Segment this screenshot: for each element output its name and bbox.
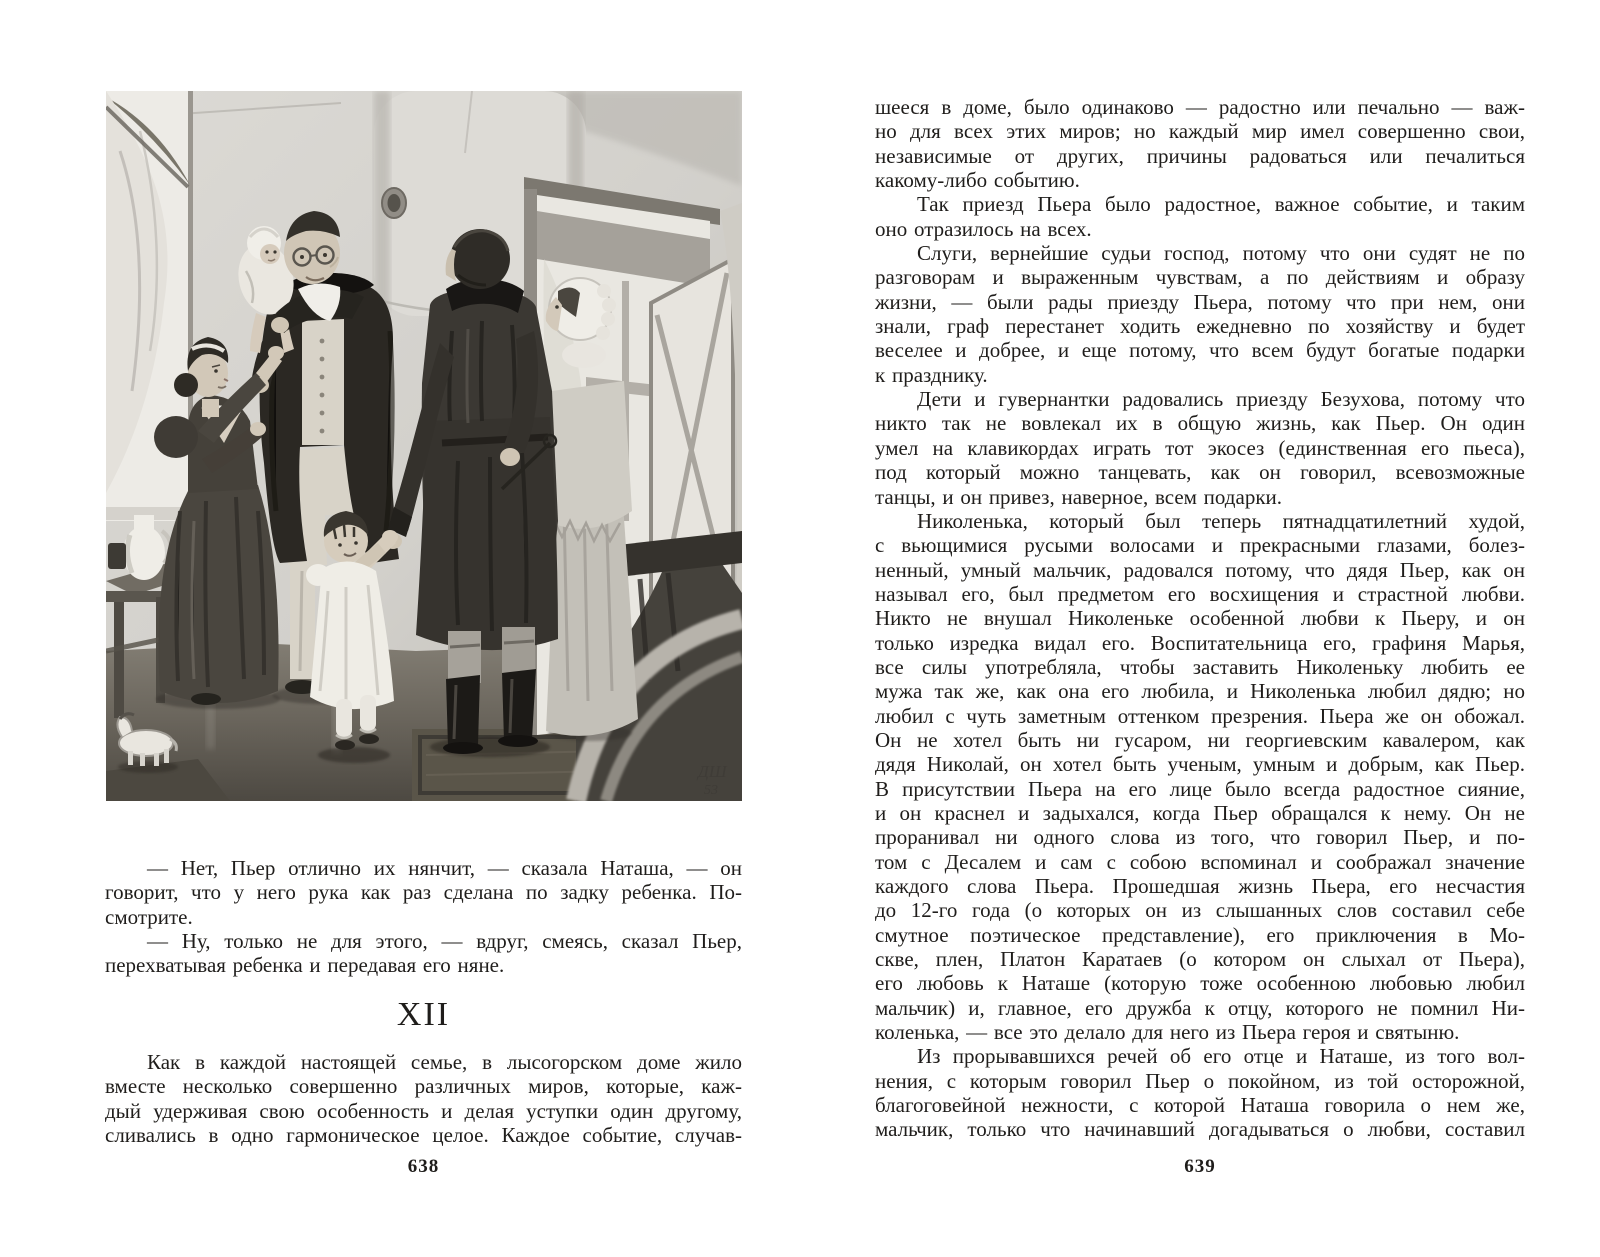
book-illustration (106, 91, 742, 801)
text-line: никто так не вовлекал их в общую жизнь, как Пьер. Он один (875, 411, 1525, 436)
left-page-dialogue (105, 856, 742, 978)
text-line: и он краснел и задыхался, когда Пьер обращался к нему. Он не (875, 800, 1525, 825)
text-line: все силы употребляла, чтобы заставить Николеньку любить ее (875, 654, 1525, 679)
signature-initials: ДШ (698, 762, 727, 781)
text-line: Он не хотел быть ни гусаром, ни георгиевским кавалером, как (875, 727, 1525, 752)
text-line: мальчик) и, главное, его дружба к отцу, которого не помнил Ни- (875, 995, 1525, 1020)
text-line: до 12-го года (о которых он из слышанных слов составил себе (875, 898, 1525, 923)
text-line: Дети и гувернантки радовались приезду Безухова, потому что (917, 387, 1525, 412)
text-line: каждого слова Пьера. Прошедшая жизнь Пьера, его несчастия (875, 874, 1525, 898)
text-line: под который можно танцевать, как он говорил, всевозможные (875, 460, 1525, 485)
page-number-right: 639 (1184, 1156, 1216, 1177)
text-line: только изредка видал его. Воспитательница его, графиня Марья, (875, 630, 1525, 655)
text-line: Так приезд Пьера было радостное, важное событие, и таким (917, 192, 1525, 217)
text-line: с вьющимися русыми волосами и прекрасными глазами, болез- (875, 533, 1525, 558)
text-line: Как в каждой настоящей семье, в лысогорском доме жило (147, 1050, 742, 1074)
text-line: независимые от других, причины радоваться или печалиться (875, 143, 1525, 168)
chapter-opening-text (105, 1050, 742, 1147)
right-page-text (875, 95, 1525, 1142)
text-line: благоговейной нежности, с которой Наташа говорила о нем же, (875, 1093, 1525, 1118)
text-line: веселее и добрее, и еще потому, что всем будут богатые подарки (875, 338, 1525, 363)
text-line: его любовь к Наташе (которую тоже особенною любовью любил (875, 971, 1525, 996)
text-line: любил с чуть заметным оттенком презрения. Пьера же он обожал. (875, 703, 1525, 728)
text-line: ненный, умный мальчик, радовался потому, что дядя Пьер, как он (875, 557, 1525, 582)
text-line: какому-либо событию. (875, 168, 1080, 193)
text-line: оно отразилось на всех. (875, 216, 1092, 241)
text-line: говорит, что у него рука как раз сделана по задку ребенка. По- (105, 880, 742, 905)
text-line: скве, плен, Платон Каратаев (о котором он слыхал от Пьера), (875, 947, 1525, 972)
text-line: В присутствии Пьера на его лице было всегда радостное сияние, (875, 776, 1525, 801)
illustration-svg (106, 91, 742, 801)
text-line: танцы, и он привез, наверное, всем подарки. (875, 484, 1283, 509)
signature-year: 53 (704, 783, 718, 798)
page-number-left: 638 (407, 1156, 440, 1177)
text-line: к празднику. (875, 362, 988, 387)
text-line: Николенька, который был теперь пятнадцатилетний худой, (917, 508, 1525, 533)
text-line: том с Десалем и сам с собою вспоминал и соображал значение (875, 849, 1525, 874)
text-line: — Ну, только не для этого, — вдруг, смеясь, сказал Пьер, (147, 929, 742, 954)
text-line: называл его, был предметом его восхищения и страстной любви. (875, 581, 1525, 606)
text-line: проранивал ни одного слова из того, что говорил Пьер, и по- (875, 825, 1525, 850)
text-line: коленька, — все это делало для него из Пьера героя и святыню. (875, 1020, 1460, 1045)
text-line: дый удерживая свою особенность и делая уступки один другому, (105, 1098, 742, 1123)
text-line: Никто не внушал Николеньке особенной любви к Пьеру, и он (875, 606, 1525, 631)
text-line: умел на клавикордах играть тот экосез (единственная его пьеса), (875, 435, 1525, 460)
text-line: мальчик, только что начинавший догадываться о любви, составил (875, 1117, 1525, 1142)
text-line: вместе несколько совершенно различных миров, которые, каж- (105, 1074, 742, 1099)
text-line: смотрите. (105, 904, 193, 929)
text-line: — Нет, Пьер отлично их нянчит, — сказала Наташа, — он (147, 856, 742, 880)
text-line: Из прорывавшихся речей об его отце и Наташе, из того вол- (917, 1044, 1525, 1069)
text-line: разговорам и выраженным чувствам, а по действиям и образу (875, 265, 1525, 290)
text-line: Слуги, вернейшие судьи господ, потому что они судят не по (917, 241, 1525, 266)
text-line: перехватывая ребенка и передавая его няне. (105, 953, 505, 978)
text-line: мужа так же, как она его любила, и Николенька любил дядю; но (875, 679, 1525, 704)
text-line: шееся в доме, было одинаково — радостно или печально — важ- (875, 95, 1525, 119)
text-line: нения, с которым говорил Пьер о покойном, из той осторожной, (875, 1068, 1525, 1093)
text-line: сливались в одно гармоническое целое. Каждое событие, случав- (105, 1123, 742, 1148)
text-line: смутное поэтическое представление), его приключения в Мо- (875, 922, 1525, 947)
text-line: знали, граф перестанет ходить ежедневно по хозяйству и будет (875, 314, 1525, 339)
text-line: дядя Николай, он хотел быть ученым, умным и добрым, как Пьер. (875, 752, 1525, 777)
chapter-heading: XII (396, 996, 451, 1033)
text-line: жизни, — были рады приезду Пьера, потому что при нем, они (875, 289, 1525, 314)
text-line: но для всех этих миров; но каждый мир имел совершенно свои, (875, 119, 1525, 144)
